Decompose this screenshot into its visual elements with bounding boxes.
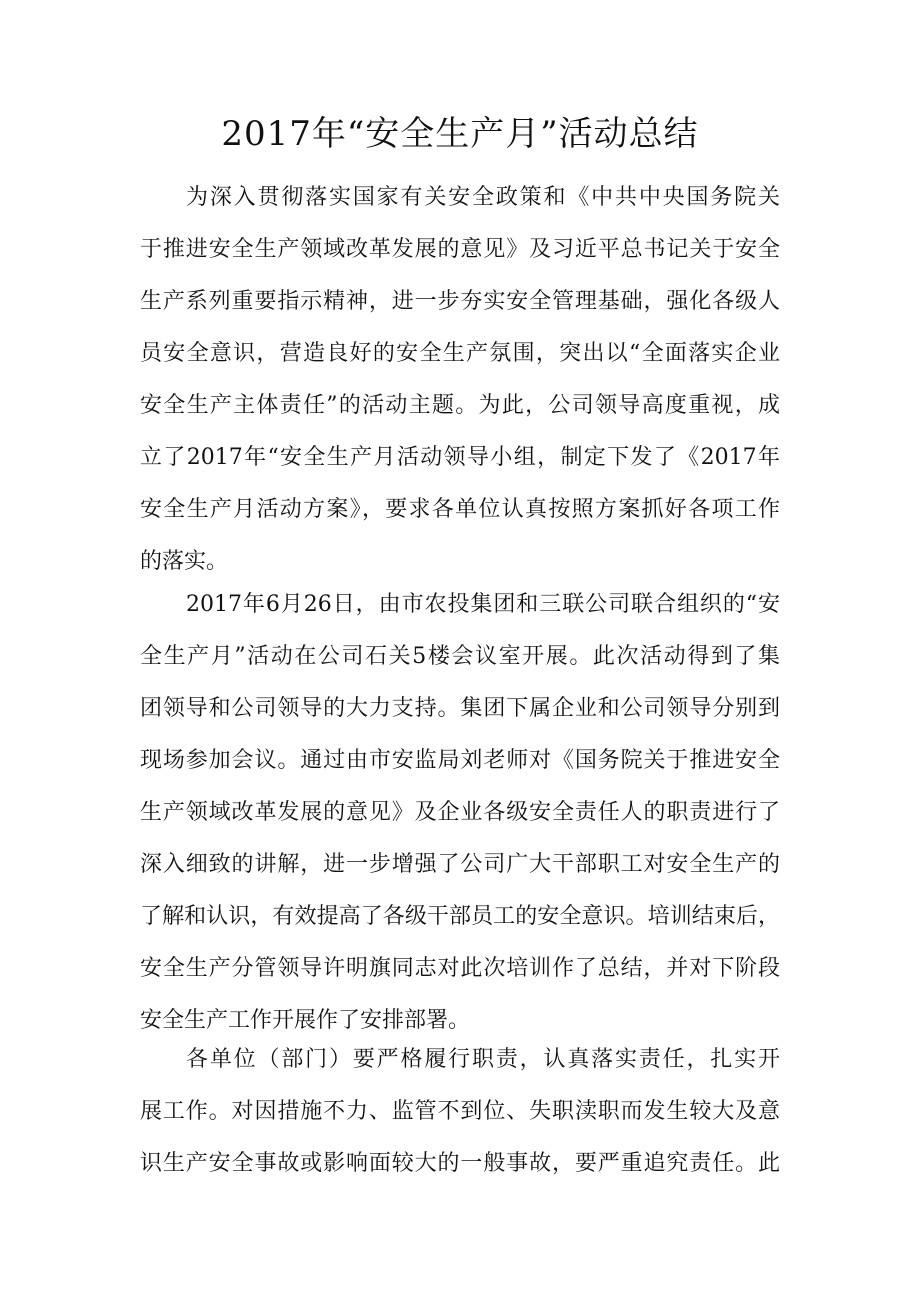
paragraph-1 bbox=[140, 172, 780, 588]
text-line: 现场参加会议。通过由市安监局刘老师对《国务院关于推进安全 bbox=[140, 748, 780, 773]
paragraph-2 bbox=[140, 579, 780, 1047]
text-line: 生产领域改革发展的意见》及企业各级安全责任人的职责进行了 bbox=[140, 800, 780, 825]
document-title: 2017年“安全生产月”活动总结 bbox=[221, 114, 699, 154]
text-line: 立了2017年“安全生产月活动领导小组，制定下发了《2017年 bbox=[140, 445, 780, 470]
text-line: 全生产月”活动在公司石关5楼会议室开展。此次活动得到了集 bbox=[140, 644, 780, 669]
text-line: 的落实。 bbox=[140, 549, 229, 574]
text-line: 安全生产工作开展作了安排部署。 bbox=[140, 1008, 471, 1033]
text-line: 安全生产分管领导许明旗同志对此次培训作了总结，并对下阶段 bbox=[140, 956, 780, 981]
text-line: 安全生产主体责任”的活动主题。为此，公司领导高度重视，成 bbox=[140, 393, 780, 418]
text-line: 生产系列重要指示精神，进一步夯实安全管理基础，强化各级人 bbox=[140, 289, 780, 314]
text-line: 识生产安全事故或影响面较大的一般事故，要严重追究责任。此 bbox=[140, 1151, 780, 1176]
text-line: 各单位（部门）要严格履行职责，认真落实责任，扎实开 bbox=[186, 1047, 780, 1072]
text-line: 员安全意识，营造良好的安全生产氛围，突出以“全面落实企业 bbox=[140, 341, 780, 366]
text-line: 安全生产月活动方案》，要求各单位认真按照方案抓好各项工作 bbox=[140, 497, 780, 522]
text-line: 2017年6月26日，由市农投集团和三联公司联合组织的“安 bbox=[186, 592, 780, 617]
text-line: 为深入贯彻落实国家有关安全政策和《中共中央国务院关 bbox=[186, 185, 780, 210]
text-line: 深入细致的讲解，进一步增强了公司广大干部职工对安全生产的 bbox=[140, 852, 780, 877]
paragraph-3 bbox=[140, 1034, 780, 1190]
text-line: 团领导和公司领导的大力支持。集团下属企业和公司领导分别到 bbox=[140, 696, 780, 721]
text-line: 于推进安全生产领域改革发展的意见》及习近平总书记关于安全 bbox=[140, 237, 780, 262]
text-line: 了解和认识，有效提高了各级干部员工的安全意识。培训结束后， bbox=[140, 904, 780, 929]
text-line: 展工作。对因措施不力、监管不到位、失职渎职而发生较大及意 bbox=[140, 1099, 780, 1124]
